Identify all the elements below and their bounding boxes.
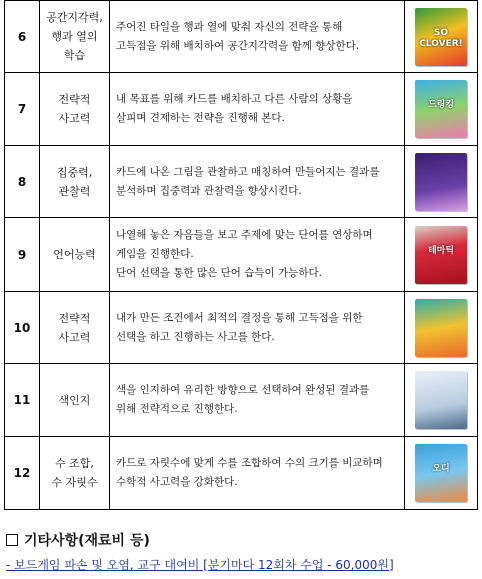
skill-area: 언어능력 bbox=[40, 218, 110, 292]
row-number: 12 bbox=[5, 437, 40, 510]
board-game-box-icon: 오디 bbox=[415, 444, 467, 502]
row-number: 9 bbox=[5, 218, 40, 292]
skill-area: 집중력, 관찰력 bbox=[40, 146, 110, 218]
table-row bbox=[5, 1, 478, 73]
materials-note: - 보드게임 파손 및 오염, 교구 대여비 [분기마다 12회차 수업 - 60,000원] bbox=[6, 558, 394, 572]
activity-description: 카드에 나온 그림을 관찰하고 매칭하여 만들어지는 결과를 분석하며 집중력과 관찰력을 향상시킨다. bbox=[110, 146, 405, 218]
table-row bbox=[5, 73, 478, 146]
row-number: 6 bbox=[5, 1, 40, 73]
table-row bbox=[5, 292, 478, 364]
row-number: 11 bbox=[5, 364, 40, 437]
activity-description: 카드로 자릿수에 맞게 수를 조합하여 수의 크기를 비교하며 수학적 사고력을 강화한다. bbox=[110, 437, 405, 510]
board-game-box-icon: 테마틱 bbox=[415, 226, 467, 284]
game-image-cell bbox=[405, 146, 478, 218]
program-table-wrap bbox=[4, 0, 477, 510]
table-row bbox=[5, 364, 478, 437]
board-game-box-icon bbox=[415, 153, 467, 211]
game-image-cell bbox=[405, 437, 478, 510]
table-row bbox=[5, 437, 478, 510]
activity-description: 내 목표를 위해 카드를 배치하고 다른 사람의 상황을 살피며 견제하는 전략을 진행해 본다. bbox=[110, 73, 405, 146]
skill-area: 공간지각력, 행과 열의 학습 bbox=[40, 1, 110, 73]
checkbox-square-icon bbox=[6, 534, 18, 546]
program-table bbox=[4, 0, 478, 510]
section-title: 기타사항(재료비 등) bbox=[6, 530, 150, 550]
table-row bbox=[5, 146, 478, 218]
activity-description: 색을 인지하여 유리한 방향으로 선택하여 완성된 결과를 위해 전략적으로 진행한다. bbox=[110, 364, 405, 437]
skill-area: 색인지 bbox=[40, 364, 110, 437]
skill-area: 전략적 사고력 bbox=[40, 73, 110, 146]
activity-description: 나열해 놓은 자음들을 보고 주제에 맞는 단어를 연상하며 게임을 진행한다. 단어 선택을 통한 많은 단어 습득이 가능하다. bbox=[110, 218, 405, 292]
row-number: 7 bbox=[5, 73, 40, 146]
row-number: 8 bbox=[5, 146, 40, 218]
activity-description: 내가 만든 조건에서 최적의 결정을 통해 고득점을 위한 선택을 하고 진행하는 사고를 한다. bbox=[110, 292, 405, 364]
game-image-cell bbox=[405, 218, 478, 292]
skill-area: 전략적 사고력 bbox=[40, 292, 110, 364]
game-image-cell bbox=[405, 364, 478, 437]
board-game-box-icon bbox=[415, 299, 467, 357]
row-number: 10 bbox=[5, 292, 40, 364]
table-row bbox=[5, 218, 478, 292]
game-image-cell bbox=[405, 73, 478, 146]
board-game-box-icon: SO CLOVER! bbox=[415, 8, 467, 66]
board-game-box-icon bbox=[415, 371, 467, 429]
game-image-cell bbox=[405, 292, 478, 364]
skill-area: 수 조합, 수 자릿수 bbox=[40, 437, 110, 510]
board-game-box-icon: 드링킹 bbox=[415, 80, 467, 138]
game-image-cell bbox=[405, 1, 478, 73]
activity-description: 주어진 타일을 행과 열에 맞춰 자신의 전략을 통해 고득점을 위해 배치하여 공간지각력을 함께 향상한다. bbox=[110, 1, 405, 73]
